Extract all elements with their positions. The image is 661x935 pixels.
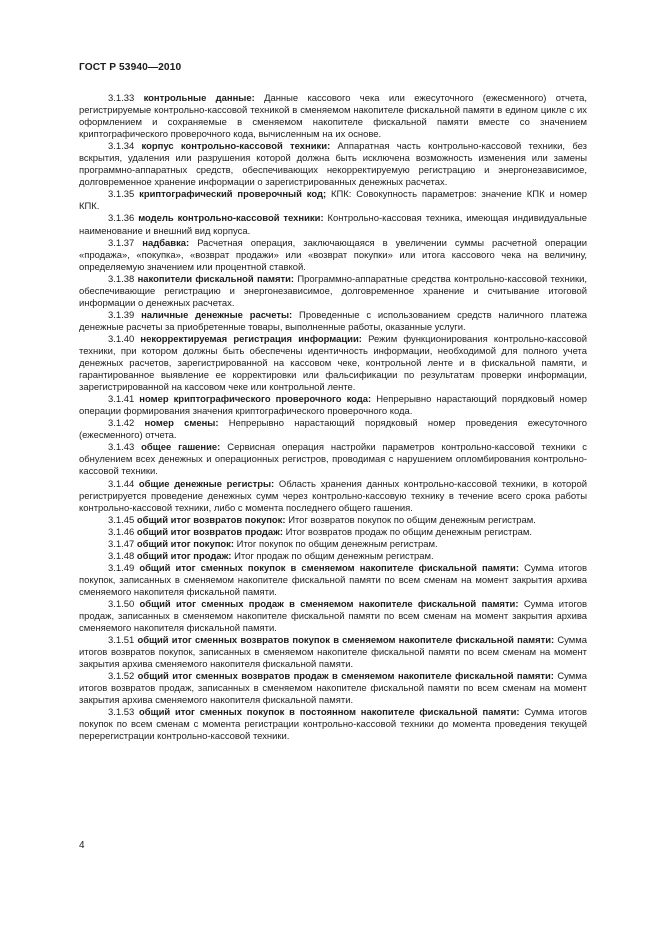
- definition-text: Режим функционирования контрольно-кассовой техники, при котором должны быть обеспечены идентичность информации, необходимой для полного учета денежных расчетов, зарегистрированной на кассовом чеке, контрольной ленте и в фискальной памяти, и гарантированное выявление ее корректировки или фальсификации по результатам проверки информации, зарегистрированной на кассовом чеке или контрольной ленте.: [79, 333, 588, 394]
- clause-number: 3.1.46: [108, 526, 135, 538]
- term: наличные денежные расчеты:: [141, 309, 293, 321]
- clause-number: 3.1.45: [108, 514, 135, 526]
- clause-number: 3.1.39: [108, 309, 135, 321]
- definition-3-1-49: [79, 563, 587, 599]
- definition-3-1-53: [79, 707, 587, 743]
- definition-text: Сумма итогов возвратов покупок, записанных в сменяемом накопителе фискальной памяти по всем сменам на момент закрытия архива сменяемого накопителя фискальной памяти.: [79, 635, 588, 671]
- definition-3-1-46: [79, 527, 587, 539]
- definition-text: Итог покупок по общим денежным регистрам.: [236, 538, 438, 550]
- definition-text: Итог возвратов покупок по общим денежным регистрам.: [288, 514, 536, 526]
- definition-3-1-45: [79, 515, 587, 527]
- clause-number: 3.1.41: [108, 394, 135, 406]
- term: общий итог сменных покупок в сменяемом накопителе фискальной памяти:: [139, 562, 519, 574]
- definition-text: Сумма итогов покупок, записанных в сменяемом накопителе фискальной памяти по всем сменам на момент закрытия архива сменяемого накопителя фискальной памяти.: [79, 562, 588, 598]
- definition-3-1-51: [79, 635, 587, 671]
- clause-number: 3.1.51: [108, 635, 135, 647]
- term: номер смены:: [144, 418, 219, 430]
- clause-number: 3.1.43: [108, 442, 135, 454]
- term: корпус контрольно-кассовой техники:: [141, 141, 331, 153]
- definition-3-1-43: [79, 442, 587, 478]
- definition-text: Данные кассового чека или ежесуточного (ежесменного) отчета, регистрируемые контрольно-кассовой техникой в сменяемом накопителе фискальной памяти в едином цикле с их оформлением и сохраняемые в сменяемом накопителе фискальной памяти вместе со значением криптографического проверочного кода, вычисленным на их основе.: [79, 93, 587, 141]
- clause-number: 3.1.52: [108, 671, 135, 683]
- clause-number: 3.1.33: [108, 93, 135, 104]
- clause-number: 3.1.35: [108, 189, 135, 201]
- term: общий итог сменных возвратов продаж в сменяемом накопителе фискальной памяти:: [137, 671, 554, 683]
- term: общий итог сменных покупок в постоянном накопителе фискальной памяти:: [139, 707, 520, 719]
- definition-text: Программно-аппаратные средства контрольно-кассовой техники, обеспечивающие регистрацию и энергонезависимое, долговременное хранение и считывание итоговой информации о денежных расчетах.: [79, 273, 588, 309]
- term: некорректируемая регистрация информации:: [140, 333, 362, 345]
- term: номер криптографического проверочного кода:: [139, 394, 372, 406]
- definition-3-1-37: [79, 238, 587, 274]
- clause-number: 3.1.53: [108, 707, 135, 719]
- clause-number: 3.1.34: [108, 141, 135, 153]
- definition-text: Область хранения данных контрольно-кассовой техники, в которой регистрируется проведение денежных сумм через контрольно-кассовую технику в течение всего срока работы контрольно-кассовой техники, либо с момента последнего общего гашения.: [79, 478, 588, 514]
- term: общий итог покупок:: [136, 538, 235, 550]
- definition-3-1-39: [79, 310, 587, 334]
- definition-text: Сумма итогов покупок по всем сменам с момента регистрации контрольно-кассовой техники до момента проведения текущей перерегистрации контрольно-кассовой техники.: [79, 707, 588, 743]
- term: модель контрольно-кассовой техники:: [138, 213, 324, 225]
- definition-text: Аппаратная часть контрольно-кассовой техники, без вскрытия, удаления или разрушения которой должна быть исключена возможность изменения или замены программно-аппаратных средств, обеспечивающих некорректируемую регистрацию и энергонезависимое, долговременное хранение информации о зарегистрированных денежных расчетах.: [79, 141, 587, 189]
- clause-number: 3.1.49: [108, 562, 135, 574]
- definition-text: Сервисная операция настройки параметров контрольно-кассовой техники с обнулением всех денежных и операционных регистров, проводимая с нарушением опломбирования контрольно-кассовой техники.: [79, 442, 587, 478]
- definition-3-1-42: [79, 418, 587, 442]
- definition-3-1-38: [79, 274, 587, 310]
- term: общий итог сменных возвратов покупок в сменяемом накопителе фискальной памяти:: [137, 635, 555, 647]
- definition-text: Итог продаж по общим денежным регистрам.: [234, 550, 434, 562]
- term: контрольные данные:: [143, 93, 255, 104]
- term: надбавка:: [142, 237, 190, 249]
- definition-3-1-50: [79, 599, 587, 635]
- clause-number: 3.1.47: [108, 538, 135, 550]
- definition-3-1-33: [79, 93, 587, 141]
- clause-number: 3.1.42: [108, 418, 135, 430]
- clause-number: 3.1.38: [108, 273, 135, 285]
- definition-3-1-35: [79, 189, 587, 213]
- definition-3-1-44: [79, 479, 587, 515]
- term: общее гашение:: [141, 442, 221, 454]
- clause-number: 3.1.44: [108, 478, 135, 490]
- definition-3-1-36: [79, 213, 587, 237]
- definition-text: Итог возвратов продаж по общим денежным регистрам.: [285, 526, 532, 538]
- term: криптографический проверочный код;: [139, 189, 327, 201]
- definition-3-1-47: [79, 539, 587, 551]
- term: общий итог сменных продаж в сменяемом накопителе фискальной памяти:: [139, 598, 519, 610]
- definition-text: Непрерывно нарастающий порядковый номер операции формирования значения криптографического проверочного кода.: [79, 394, 587, 418]
- definition-text: Непрерывно нарастающий порядковый номер проведения ежесуточного (ежесменного) отчета.: [79, 418, 588, 442]
- definition-3-1-52: [79, 671, 587, 707]
- term: общий итог возвратов продаж:: [136, 526, 283, 538]
- definition-3-1-48: [79, 551, 587, 563]
- document-header: ГОСТ Р 53940—2010: [79, 62, 182, 73]
- definition-text: Контрольно-кассовая техника, имеющая индивидуальные наименование и внешний вид корпуса.: [79, 213, 588, 237]
- definition-text: Сумма итогов продаж, записанных в сменяемом накопителе фискальной памяти по всем сменам на момент закрытия архива сменяемого накопителя фискальной памяти.: [79, 598, 587, 635]
- clause-number: 3.1.36: [108, 213, 135, 225]
- clause-number: 3.1.50: [108, 598, 135, 610]
- definition-3-1-41: [79, 394, 587, 418]
- clause-number: 3.1.40: [108, 333, 135, 345]
- term: накопители фискальной памяти:: [137, 273, 295, 285]
- term: общие денежные регистры:: [138, 478, 275, 490]
- definition-text: Проведенные с использованием средств наличного платежа денежные расчеты за приобретенные товары, выполненные работы, оказанные услуги.: [79, 309, 588, 333]
- clause-number: 3.1.48: [108, 550, 135, 562]
- document-body: [79, 93, 587, 744]
- definition-3-1-34: [79, 141, 587, 189]
- page-number: 4: [79, 840, 85, 851]
- term: общий итог продаж:: [136, 550, 232, 562]
- definition-text: Расчетная операция, заключающаяся в увеличении суммы расчетной операции «продажа», «покупка», «возврат продажи» или «возврат покупки» или итога кассового чека на величину, определяемую значением или процентной ставкой.: [79, 237, 588, 273]
- term: общий итог возвратов покупок:: [136, 514, 286, 526]
- clause-number: 3.1.37: [108, 237, 135, 249]
- definition-text: Сумма итогов возвратов продаж, записанных в сменяемом накопителе фискальной памяти по всем сменам на момент закрытия архива сменяемого накопителя фискальной памяти.: [79, 671, 588, 707]
- definition-text: КПК: Совокупность параметров: значение КПК и номер КПК.: [79, 189, 588, 213]
- definition-3-1-40: [79, 334, 587, 394]
